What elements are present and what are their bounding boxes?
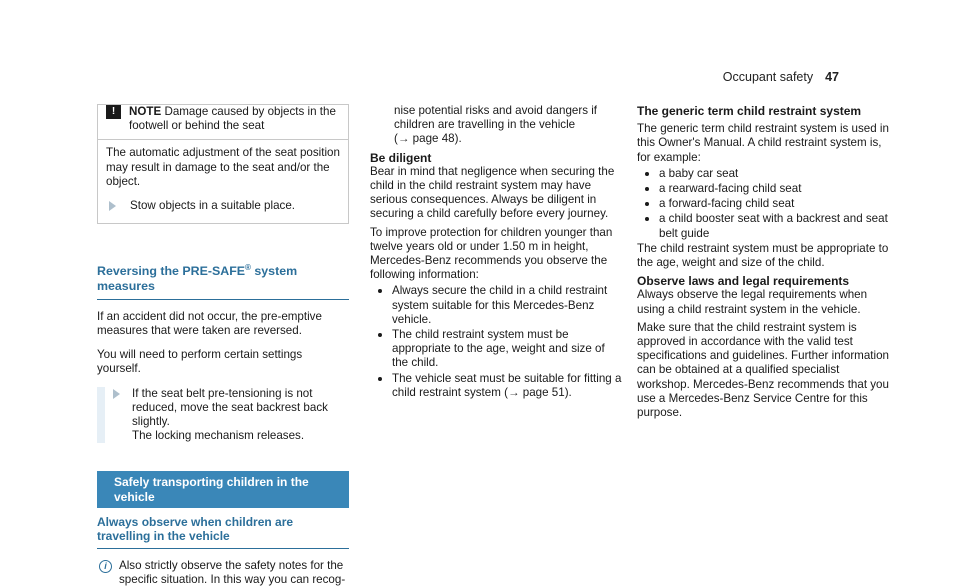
page-header (723, 70, 839, 84)
step-arrow-icon (109, 201, 116, 211)
be-diligent-heading: Be diligent (370, 150, 432, 165)
list-item: Always secure the child in a child restraint system suitable for this Mercedes-Benz vehicle. (370, 284, 622, 327)
note-title-line1: Damage caused by objects in the (164, 105, 336, 118)
reversing-paragraph-2: You will need to perform certain settings yourself. (97, 348, 303, 376)
note-text: The automatic adjustment of the seat position may result in damage to the seat and/or the object. (106, 146, 340, 188)
seat-types-list (637, 167, 889, 241)
note-box (97, 104, 349, 224)
note-title-line2: footwell or behind the seat (129, 119, 265, 133)
list-item: a rearward-facing child seat (637, 182, 889, 196)
children-subtitle: Always observe when children are travelling in the vehicle (97, 515, 349, 549)
reversing-paragraph-1: If an accident did not occur, the pre-emptive measures that were taken are reversed. (97, 309, 322, 337)
note-label: NOTE (129, 105, 162, 118)
column-right (637, 104, 889, 420)
column-middle (370, 104, 622, 401)
page-reference[interactable]: (→ page 48). (394, 132, 462, 146)
continued-text: nise potential risks and avoid dangers if children are travelling in the vehicle (→ page 48). (394, 104, 598, 146)
list-item: a child booster seat with a backrest and seat belt guide (637, 212, 889, 240)
laws-text: Always observe the legal requirements when using a child restraint system in the vehicle. (637, 288, 868, 316)
generic-term-heading: The generic term child restraint system (637, 104, 862, 118)
approved-text: Make sure that the child restraint system is approved in accordance with the valid test specifications and guidelines. Further information can be obtained at a qualified specialist workshop. Mercedes-Benz recommends that you use a Mercedes-Benz Service Centre for this purpose. (637, 320, 889, 420)
list-item: The child restraint system must be appropriate to the age, weight and size of the child. (370, 328, 622, 371)
laws-heading: Observe laws and legal requirements (637, 274, 850, 289)
info-list (370, 284, 622, 400)
note-header (98, 105, 348, 139)
info-note (97, 559, 349, 587)
page-number: 47 (825, 70, 839, 84)
column-left (97, 104, 349, 588)
section-banner: Safely transporting children in the vehicle (97, 471, 349, 507)
reversing-step-line2: The locking mechanism releases. (132, 429, 305, 443)
appropriate-text: The child restraint system must be appropriate to the age, weight and size of the child. (637, 241, 889, 270)
info-text: Also strictly observe the safety notes for the specific situation. In this way you can recog- (119, 559, 346, 587)
note-body (98, 139, 348, 223)
warning-icon: ! (106, 105, 121, 119)
reversing-step (97, 387, 349, 444)
improve-text: To improve protection for children younger than twelve years old or under 1.50 m in height, Mercedes-Benz recommends you observe the following information: (370, 225, 613, 282)
step-arrow-icon (113, 389, 120, 399)
list-item: a baby car seat (637, 167, 889, 181)
info-icon: i (99, 560, 112, 573)
list-item: a forward-facing child seat (637, 197, 889, 211)
reversing-title: Reversing the PRE-SAFE® system measures (97, 261, 349, 300)
generic-intro: The generic term child restraint system is used in this Owner's Manual. A child restraint system is, for example: (637, 122, 889, 164)
diligent-text: Bear in mind that negligence when securing the child in the child restraint system may have serious consequences. Always be diligent in securing a child carefully before every journey. (370, 164, 615, 221)
note-step (106, 199, 340, 213)
note-step-text: Stow objects in a suitable place. (130, 199, 295, 213)
reversing-step-line1: If the seat belt pre-tensioning is not reduced, move the seat backrest back slightly. (132, 386, 328, 428)
list-item: The vehicle seat must be suitable for fitting a child restraint system (→ page 51). (370, 372, 622, 400)
section-name: Occupant safety (722, 70, 814, 84)
